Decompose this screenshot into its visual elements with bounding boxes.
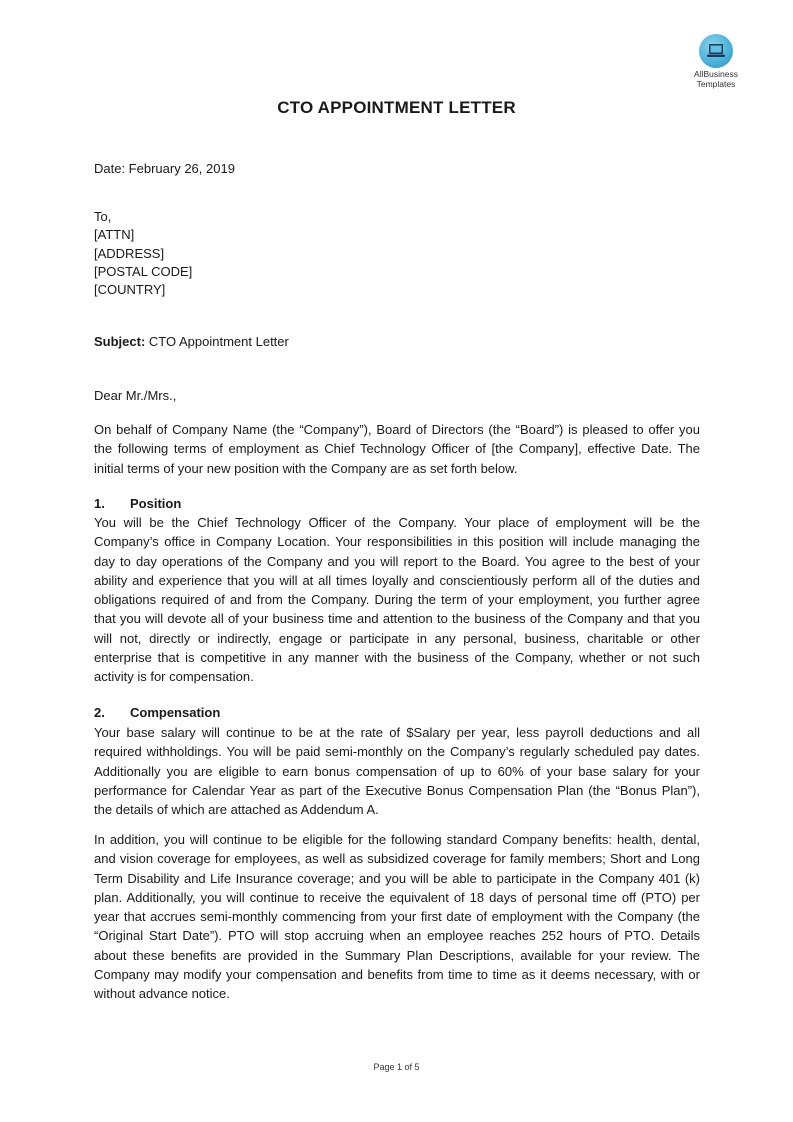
section-number: 1. bbox=[94, 496, 105, 511]
page-number: Page 1 of 5 bbox=[373, 1062, 420, 1072]
recipient-address bbox=[94, 208, 700, 299]
address-line: [ADDRESS] bbox=[94, 245, 165, 261]
logo-line-1: AllBusiness bbox=[694, 69, 738, 79]
subject-label: Subject: bbox=[94, 334, 146, 349]
address-line: To, bbox=[94, 209, 112, 224]
section-heading-compensation bbox=[94, 703, 700, 722]
section-title: Position bbox=[130, 496, 182, 511]
document-title: CTO APPOINTMENT LETTER bbox=[277, 98, 516, 117]
benefits-paragraph: In addition, you will continue to be eligible for the following standard Company benefits: health, dental, and vision coverage for employees, as well as subsidized coverage for family members; Short and Long Term Disability and Life Insurance coverage; and you will be able to participate in the Company 401 (k) plan. Additionally, you will continue to receive the equivalent of 18 days of personal time off (PTO) per year that accrues semi-monthly commencing from your first date of employment with the Company (the “Original Start Date”). PTO will stop accruing when an employee reaches 252 hours of PTO. Details about these benefits are provided in the Summary Plan Descriptions, available for your review. The Company may modify your compensation and benefits from time to time as it deems necessary, with or without advance notice. bbox=[94, 832, 700, 1002]
allbusiness-logo bbox=[688, 34, 744, 89]
laptop-icon bbox=[699, 34, 733, 68]
address-line: [COUNTRY] bbox=[94, 282, 166, 298]
subject-line bbox=[94, 332, 700, 351]
salutation: Dear Mr./Mrs., bbox=[94, 388, 177, 403]
address-line: [POSTAL CODE] bbox=[94, 263, 193, 279]
position-paragraph: You will be the Chief Technology Officer of the Company. Your place of employment will be the Company’s office in Company Location. Your responsibilities in this position will include managing the day to day operations of the Company and you will report to the Board. You agree to the best of your ability and experience that you will at all times loyally and conscientiously perform all of the duties and obligations required of and from the Company. During the term of your employment, you further agree that you will devote all of your business time and attention to the business of the Company and that you will not, directly or indirectly, engage or participate in any personal, business, charitable or other enterprise that is competitive in any manner with the business of the Company, whether or not such activity is for compensation. bbox=[94, 515, 700, 685]
section-heading-position bbox=[94, 494, 700, 513]
section-number: 2. bbox=[94, 705, 105, 720]
letter-date: Date: February 26, 2019 bbox=[94, 161, 235, 176]
subject-value: CTO Appointment Letter bbox=[145, 334, 289, 349]
intro-paragraph: On behalf of Company Name (the “Company”), Board of Directors (the “Board”) is pleased to offer you the following terms of employment as Chief Technology Officer of [the Company], effective Date. The initial terms of your new position with the Company are as set forth below. bbox=[94, 422, 700, 476]
logo-line-2: Templates bbox=[696, 78, 736, 89]
compensation-paragraph: Your base salary will continue to be at the rate of $Salary per year, less payroll deductions and all required withholdings. You will be paid semi-monthly on the Company’s regularly scheduled pay dates. Additionally you are eligible to earn bonus compensation of up to 60% of your base salary for your performance for Calendar Year as part of the Executive Bonus Compensation Plan (the “Bonus Plan”), the details of which are attached as Addendum A. bbox=[94, 725, 700, 818]
section-title: Compensation bbox=[130, 705, 221, 720]
logo-text bbox=[682, 70, 750, 89]
address-line: [ATTN] bbox=[94, 227, 135, 243]
